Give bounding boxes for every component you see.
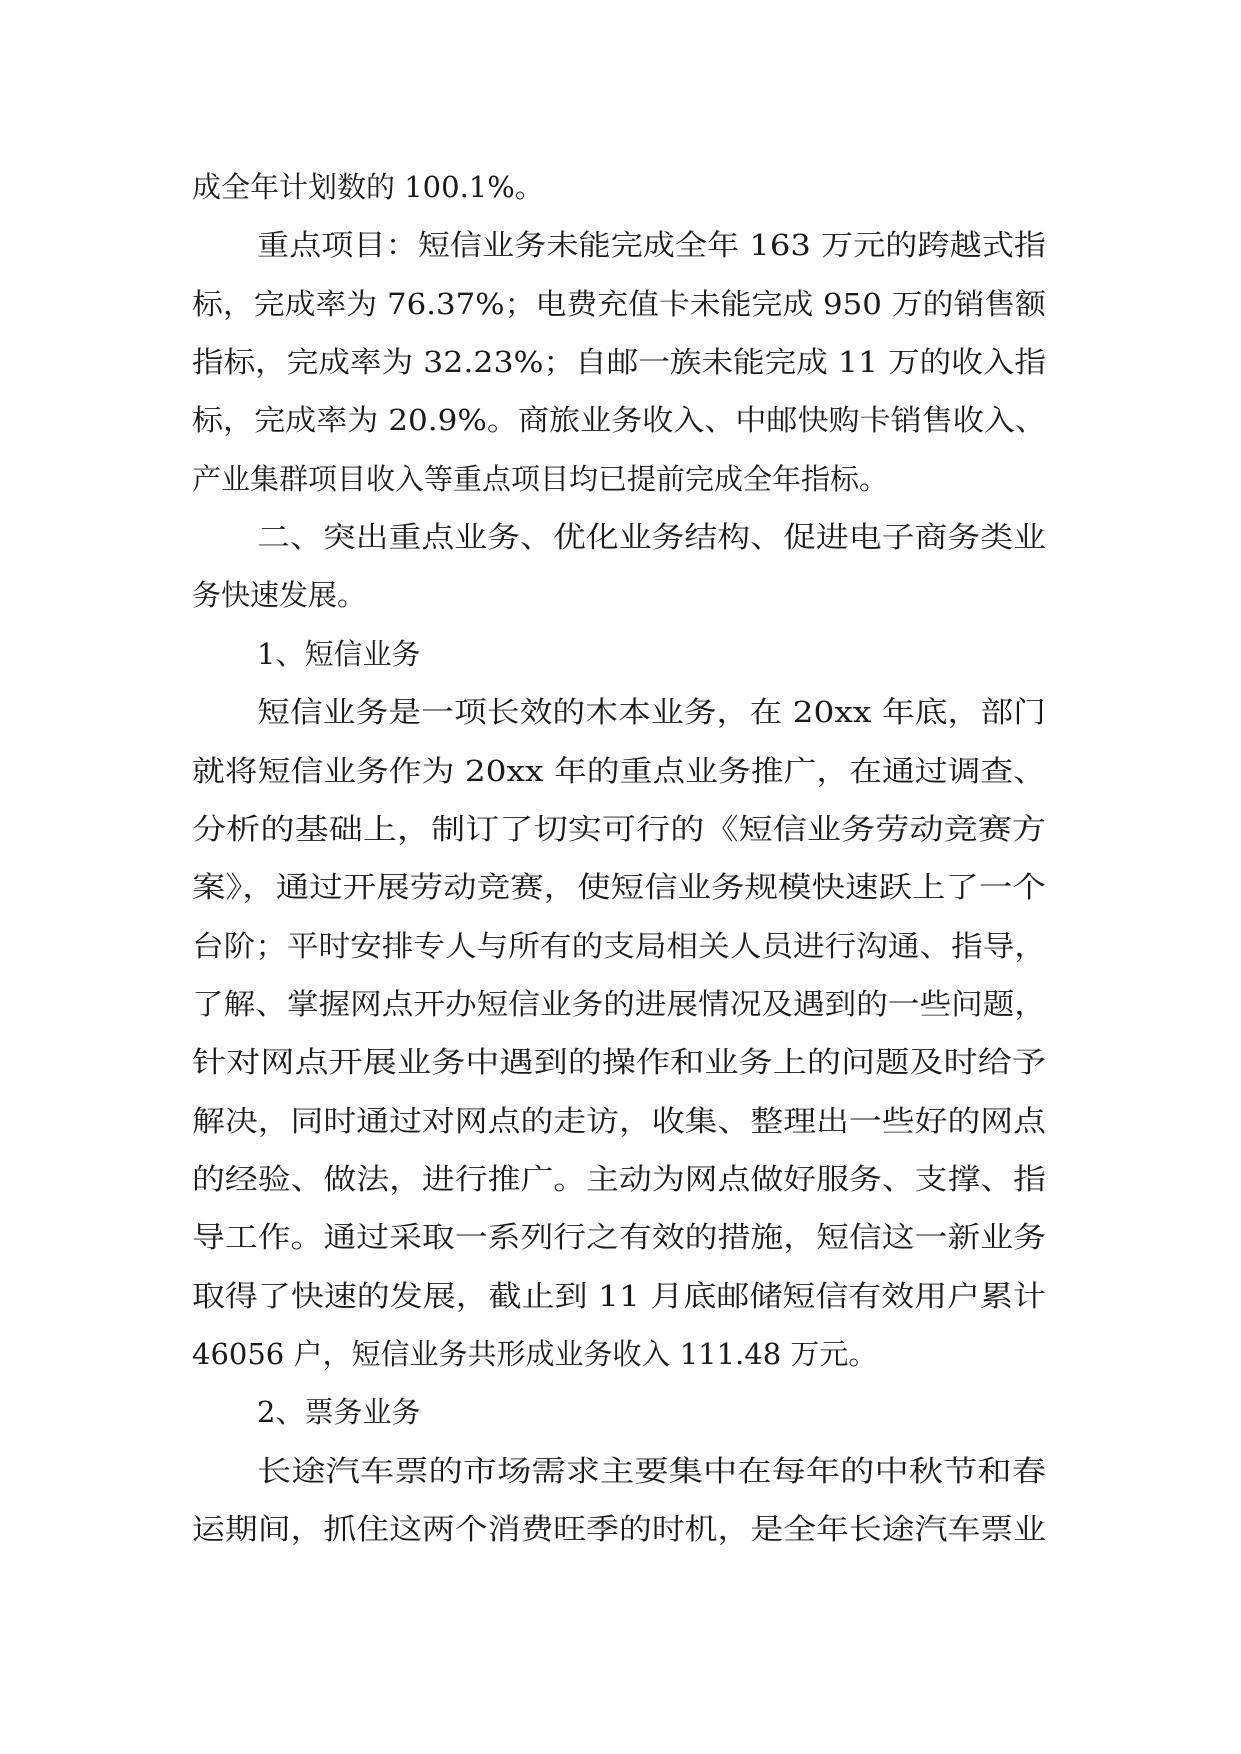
text-line: 案》，通过开展劳动竞赛，使短信业务规模快速跃上了一个 xyxy=(192,870,1046,905)
text-line: 长途汽车票的市场需求主要集中在每年的中秋节和春 xyxy=(257,1453,1047,1488)
text-line: 导工作。通过采取一系列行之有效的措施，短信这一新业务 xyxy=(192,1220,1046,1255)
text-line: 台阶；平时安排专人与所有的支局相关人员进行沟通、指导， xyxy=(192,928,1047,963)
text-line: 标，完成率为 76.37%；电费充值卡未能完成 950 万的销售额 xyxy=(192,286,1047,321)
section-heading: 务快速发展。 xyxy=(192,578,367,613)
subsection-heading: 2、票务业务 xyxy=(257,1395,421,1430)
text-line: 标，完成率为 20.9%。商旅业务收入、中邮快购卡销售收入、 xyxy=(192,403,1046,438)
text-line: 运期间，抓住这两个消费旺季的时机，是全年长途汽车票业 xyxy=(192,1512,1046,1547)
text-line: 产业集群项目收入等重点项目均已提前完成全年指标。 xyxy=(192,461,889,496)
text-line: 指标，完成率为 32.23%；自邮一族未能完成 11 万的收入指 xyxy=(192,345,1047,380)
text-line: 成全年计划数的 100.1%。 xyxy=(192,170,544,204)
subsection-heading: 1、短信业务 xyxy=(257,636,421,671)
text-line: 重点项目：短信业务未能完成全年 163 万元的跨越式指 xyxy=(257,228,1047,263)
text-line: 短信业务是一项长效的木本业务，在 20xx 年底，部门 xyxy=(257,695,1047,730)
text-line: 取得了快速的发展，截止到 11 月底邮储短信有效用户累计 xyxy=(192,1278,1046,1313)
text-line: 解决，同时通过对网点的走访，收集、整理出一些好的网点 xyxy=(192,1103,1046,1138)
section-heading: 二、突出重点业务、优化业务结构、促进电子商务类业 xyxy=(257,520,1047,555)
text-line: 的经验、做法，进行推广。主动为网点做好服务、支撑、指 xyxy=(192,1161,1046,1196)
text-line: 了解、掌握网点开办短信业务的进展情况及遇到的一些问题， xyxy=(192,986,1047,1021)
text-line: 46056 户，短信业务共形成业务收入 111.48 万元。 xyxy=(192,1337,878,1371)
text-line: 分析的基础上，制订了切实可行的《短信业务劳动竞赛方 xyxy=(192,811,1046,846)
text-line: 针对网点开展业务中遇到的操作和业务上的问题及时给予 xyxy=(192,1045,1046,1080)
text-line: 就将短信业务作为 20xx 年的重点业务推广，在通过调查、 xyxy=(192,753,1046,788)
